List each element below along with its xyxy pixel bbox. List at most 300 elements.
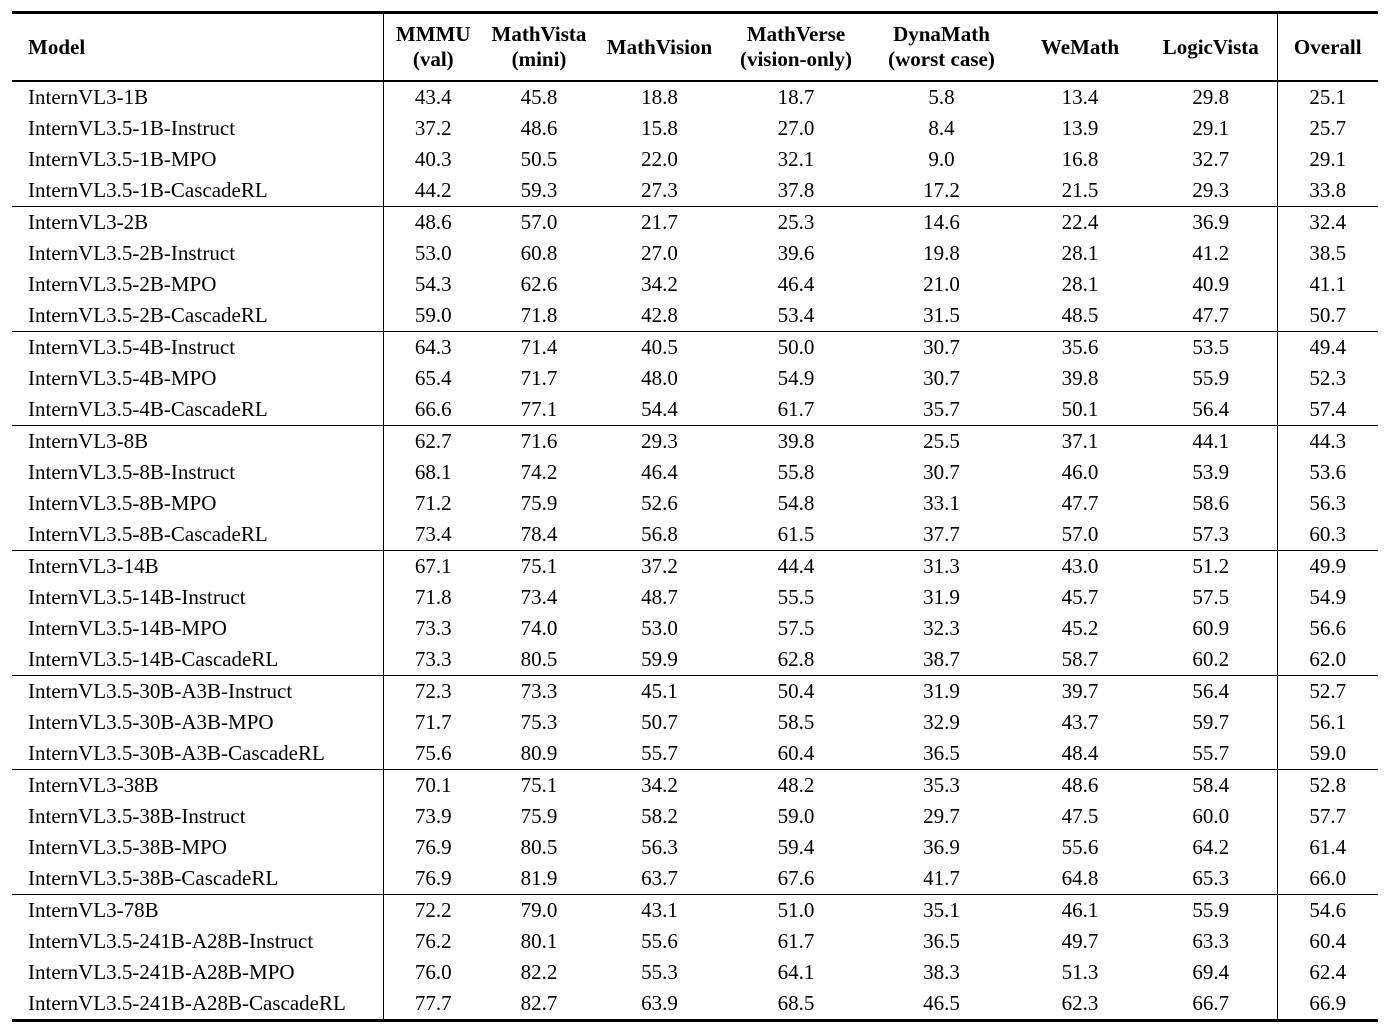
score-cell: 55.6: [1061, 835, 1099, 859]
score-cell: 59.7: [1192, 710, 1230, 734]
score-cell: 48.5: [1061, 303, 1099, 327]
score-cell: 34.2: [641, 272, 678, 296]
overall-score-cell: 54.6: [1277, 895, 1378, 927]
table-row: [12, 738, 1378, 770]
model-name-cell: InternVL3.5-1B-Instruct: [12, 113, 383, 144]
score-cell: 61.7: [777, 929, 815, 953]
table-row: [12, 238, 1378, 269]
score-cell: 50.0: [724, 332, 868, 364]
score-cell: 64.1: [777, 960, 815, 984]
score-cell: 31.9: [923, 585, 960, 609]
score-cell: 13.9: [1061, 116, 1099, 140]
score-cell: 55.5: [777, 585, 815, 609]
model-name-cell: InternVL3.5-241B-A28B-MPO: [12, 957, 383, 988]
model-name-cell: InternVL3.5-38B-Instruct: [12, 801, 383, 832]
column-sublabel: (val): [412, 47, 454, 71]
score-cell: 56.3: [641, 835, 678, 859]
model-name-cell: InternVL3.5-2B-MPO: [12, 269, 383, 300]
column-label: DynaMath: [893, 22, 990, 46]
model-name-cell: InternVL3.5-8B-CascadeRL: [12, 519, 383, 551]
score-cell: 58.4: [1145, 770, 1277, 802]
score-cell: 27.0: [641, 241, 678, 265]
score-cell: 41.7: [923, 866, 960, 890]
score-cell: 48.2: [724, 770, 868, 802]
table-row: [12, 175, 1378, 207]
score-cell: 29.1: [1192, 116, 1230, 140]
score-cell: 57.5: [777, 616, 815, 640]
column-label: MathVision: [606, 34, 713, 59]
model-name-cell: InternVL3.5-8B-MPO: [12, 488, 383, 519]
score-cell: 36.5: [923, 741, 960, 765]
score-cell: 77.1: [520, 397, 558, 421]
score-cell: 55.6: [641, 929, 678, 953]
score-cell: 60.2: [1192, 647, 1230, 671]
score-cell: 57.5: [1192, 585, 1230, 609]
overall-score-cell: 32.4: [1277, 207, 1378, 239]
score-cell: 59.0: [414, 303, 452, 327]
model-name-cell: InternVL3.5-1B-CascadeRL: [12, 175, 383, 207]
score-cell: 49.7: [1061, 929, 1099, 953]
score-cell: 36.9: [1145, 207, 1277, 239]
score-cell: 79.0: [483, 895, 595, 927]
score-cell: 76.9: [414, 835, 452, 859]
overall-score-cell: 57.7: [1277, 801, 1378, 832]
score-cell: 73.3: [414, 647, 452, 671]
model-name-cell: InternVL3.5-38B-MPO: [12, 832, 383, 863]
score-cell: 51.0: [724, 895, 868, 927]
model-name-cell: InternVL3.5-38B-CascadeRL: [12, 863, 383, 895]
score-cell: 35.6: [1015, 332, 1145, 364]
score-cell: 37.2: [595, 551, 724, 583]
score-cell: 57.0: [1061, 522, 1099, 546]
score-cell: 31.5: [923, 303, 960, 327]
score-cell: 72.2: [383, 895, 483, 927]
column-header-dynamath: [868, 13, 1015, 82]
table-row: [12, 863, 1378, 895]
score-cell: 66.7: [1192, 991, 1230, 1015]
model-name-cell: InternVL3.5-30B-A3B-CascadeRL: [12, 738, 383, 770]
overall-score-cell: 41.1: [1277, 269, 1378, 300]
score-cell: 35.7: [923, 397, 960, 421]
score-cell: 30.7: [923, 460, 960, 484]
model-name-cell: InternVL3.5-2B-CascadeRL: [12, 300, 383, 332]
column-label: LogicVista: [1162, 34, 1259, 59]
score-cell: 70.1: [383, 770, 483, 802]
overall-score-cell: 33.8: [1277, 175, 1378, 207]
score-cell: 62.7: [383, 426, 483, 458]
table-header: [12, 13, 1378, 82]
score-cell: 46.0: [1061, 460, 1099, 484]
table-body: [12, 81, 1378, 1021]
table-row: [12, 332, 1378, 364]
score-cell: 62.3: [1061, 991, 1099, 1015]
score-cell: 43.0: [1015, 551, 1145, 583]
table-row: [12, 801, 1378, 832]
score-cell: 64.2: [1192, 835, 1230, 859]
score-cell: 45.2: [1061, 616, 1099, 640]
score-cell: 37.8: [777, 178, 815, 202]
overall-score-cell: 57.4: [1277, 394, 1378, 426]
score-cell: 76.2: [414, 929, 452, 953]
score-cell: 68.5: [777, 991, 815, 1015]
score-cell: 29.3: [1192, 178, 1230, 202]
overall-score-cell: 52.3: [1277, 363, 1378, 394]
score-cell: 55.8: [777, 460, 815, 484]
overall-score-cell: 25.1: [1277, 81, 1378, 113]
column-label: WeMath: [1040, 34, 1120, 59]
score-cell: 40.5: [595, 332, 724, 364]
score-cell: 43.7: [1061, 710, 1099, 734]
score-cell: 54.8: [777, 491, 815, 515]
score-cell: 56.4: [1145, 676, 1277, 708]
score-cell: 58.6: [1192, 491, 1230, 515]
score-cell: 30.7: [923, 366, 960, 390]
model-name-cell: InternVL3-1B: [12, 81, 383, 113]
score-cell: 22.0: [641, 147, 678, 171]
score-cell: 71.8: [520, 303, 558, 327]
score-cell: 57.3: [1192, 522, 1230, 546]
model-name-cell: InternVL3.5-30B-A3B-MPO: [12, 707, 383, 738]
score-cell: 58.7: [1061, 647, 1099, 671]
table-row: [12, 551, 1378, 583]
score-cell: 67.6: [777, 866, 815, 890]
score-cell: 67.1: [383, 551, 483, 583]
score-cell: 71.4: [483, 332, 595, 364]
score-cell: 54.9: [777, 366, 815, 390]
score-cell: 18.8: [641, 85, 678, 109]
score-cell: 71.7: [520, 366, 558, 390]
column-header-logicvista: [1145, 13, 1277, 82]
score-cell: 53.4: [777, 303, 815, 327]
overall-score-cell: 52.7: [1277, 676, 1378, 708]
score-cell: 28.1: [1061, 241, 1099, 265]
overall-score-cell: 49.4: [1277, 332, 1378, 364]
score-cell: 65.3: [1192, 866, 1230, 890]
score-cell: 55.7: [641, 741, 678, 765]
table-row: [12, 707, 1378, 738]
score-cell: 62.6: [520, 272, 558, 296]
score-cell: 32.1: [777, 147, 815, 171]
score-cell: 54.4: [641, 397, 678, 421]
score-cell: 50.4: [724, 676, 868, 708]
score-cell: 60.9: [1192, 616, 1230, 640]
overall-score-cell: 50.7: [1277, 300, 1378, 332]
table-row: [12, 394, 1378, 426]
table-row: [12, 832, 1378, 863]
score-cell: 37.1: [1015, 426, 1145, 458]
overall-score-cell: 60.4: [1277, 926, 1378, 957]
score-cell: 45.8: [520, 85, 558, 109]
column-header-wemath: [1015, 13, 1145, 82]
score-cell: 60.4: [777, 741, 815, 765]
score-cell: 80.5: [520, 835, 558, 859]
score-cell: 39.7: [1015, 676, 1145, 708]
score-cell: 57.0: [483, 207, 595, 239]
score-cell: 58.2: [641, 804, 678, 828]
model-name-cell: InternVL3.5-14B-Instruct: [12, 582, 383, 613]
overall-score-cell: 56.6: [1277, 613, 1378, 644]
column-sublabel: (worst case): [888, 47, 995, 71]
score-cell: 74.2: [520, 460, 558, 484]
score-cell: 39.8: [1061, 366, 1099, 390]
column-label: MathVista: [491, 22, 587, 46]
score-cell: 82.7: [520, 991, 558, 1015]
score-cell: 31.9: [868, 676, 1015, 708]
score-cell: 55.9: [1192, 366, 1230, 390]
score-cell: 51.2: [1145, 551, 1277, 583]
score-cell: 31.3: [868, 551, 1015, 583]
table-row: [12, 676, 1378, 708]
score-cell: 40.3: [414, 147, 452, 171]
model-name-cell: InternVL3-78B: [12, 895, 383, 927]
score-cell: 74.0: [520, 616, 558, 640]
score-cell: 56.8: [641, 522, 678, 546]
score-cell: 35.1: [868, 895, 1015, 927]
score-cell: 48.0: [641, 366, 678, 390]
score-cell: 48.6: [383, 207, 483, 239]
column-header-mmmu: [383, 13, 483, 82]
score-cell: 55.7: [1192, 741, 1230, 765]
table-row: [12, 426, 1378, 458]
table-row: [12, 207, 1378, 239]
column-header-mathvista: [483, 13, 595, 82]
column-label: MathVerse: [746, 22, 846, 46]
score-cell: 53.0: [641, 616, 678, 640]
score-cell: 53.0: [414, 241, 452, 265]
score-cell: 46.5: [923, 991, 960, 1015]
score-cell: 39.8: [724, 426, 868, 458]
table-row: [12, 770, 1378, 802]
model-name-cell: InternVL3.5-4B-CascadeRL: [12, 394, 383, 426]
score-cell: 66.6: [414, 397, 452, 421]
score-cell: 46.4: [777, 272, 815, 296]
overall-score-cell: 54.9: [1277, 582, 1378, 613]
model-name-cell: InternVL3.5-14B-CascadeRL: [12, 644, 383, 676]
score-cell: 75.6: [414, 741, 452, 765]
model-name-cell: InternVL3.5-30B-A3B-Instruct: [12, 676, 383, 708]
score-cell: 29.7: [923, 804, 960, 828]
model-name-cell: InternVL3.5-241B-A28B-CascadeRL: [12, 988, 383, 1021]
score-cell: 75.1: [483, 551, 595, 583]
table-row: [12, 582, 1378, 613]
score-cell: 81.9: [520, 866, 558, 890]
score-cell: 48.7: [641, 585, 678, 609]
score-cell: 32.3: [923, 616, 960, 640]
score-cell: 73.3: [483, 676, 595, 708]
score-cell: 27.0: [777, 116, 815, 140]
overall-score-cell: 38.5: [1277, 238, 1378, 269]
table-row: [12, 519, 1378, 551]
model-name-cell: InternVL3.5-1B-MPO: [12, 144, 383, 175]
score-cell: 54.3: [414, 272, 452, 296]
score-cell: 17.2: [923, 178, 960, 202]
score-cell: 50.5: [520, 147, 558, 171]
score-cell: 32.9: [923, 710, 960, 734]
table-row: [12, 269, 1378, 300]
score-cell: 9.0: [928, 147, 955, 171]
score-cell: 75.3: [520, 710, 558, 734]
score-cell: 35.3: [868, 770, 1015, 802]
score-cell: 80.1: [520, 929, 558, 953]
table-row: [12, 113, 1378, 144]
overall-score-cell: 52.8: [1277, 770, 1378, 802]
score-cell: 21.0: [923, 272, 960, 296]
score-cell: 69.4: [1192, 960, 1230, 984]
score-cell: 44.1: [1145, 426, 1277, 458]
score-cell: 32.7: [1192, 147, 1230, 171]
score-cell: 22.4: [1015, 207, 1145, 239]
score-cell: 61.5: [777, 522, 815, 546]
model-name-cell: InternVL3-8B: [12, 426, 383, 458]
model-name-cell: InternVL3-14B: [12, 551, 383, 583]
score-cell: 59.0: [777, 804, 815, 828]
score-cell: 53.9: [1192, 460, 1230, 484]
score-cell: 50.7: [641, 710, 678, 734]
overall-score-cell: 25.7: [1277, 113, 1378, 144]
table-row: [12, 300, 1378, 332]
score-cell: 38.3: [923, 960, 960, 984]
header-row: [12, 13, 1378, 82]
score-cell: 71.8: [414, 585, 452, 609]
score-cell: 19.8: [923, 241, 960, 265]
score-cell: 63.3: [1192, 929, 1230, 953]
score-cell: 65.4: [414, 366, 452, 390]
overall-score-cell: 62.4: [1277, 957, 1378, 988]
score-cell: 80.9: [520, 741, 558, 765]
score-cell: 59.3: [520, 178, 558, 202]
score-cell: 25.3: [724, 207, 868, 239]
column-sublabel: (vision-only): [739, 47, 852, 71]
score-cell: 5.8: [928, 85, 955, 109]
overall-score-cell: 56.3: [1277, 488, 1378, 519]
score-cell: 55.3: [641, 960, 678, 984]
table-row: [12, 613, 1378, 644]
score-cell: 77.7: [414, 991, 452, 1015]
score-cell: 14.6: [868, 207, 1015, 239]
overall-score-cell: 53.6: [1277, 457, 1378, 488]
score-cell: 56.4: [1192, 397, 1230, 421]
score-cell: 21.5: [1061, 178, 1099, 202]
table-row: [12, 81, 1378, 113]
score-cell: 75.9: [520, 491, 558, 515]
model-name-cell: InternVL3.5-8B-Instruct: [12, 457, 383, 488]
score-cell: 43.4: [414, 85, 452, 109]
score-cell: 18.7: [777, 85, 815, 109]
score-cell: 47.7: [1192, 303, 1230, 327]
column-sublabel: (mini): [511, 47, 567, 71]
score-cell: 36.5: [923, 929, 960, 953]
model-name-cell: InternVL3-2B: [12, 207, 383, 239]
column-header-overall: [1277, 13, 1378, 82]
table-row: [12, 144, 1378, 175]
overall-score-cell: 61.4: [1277, 832, 1378, 863]
column-header-model: [12, 13, 383, 82]
overall-score-cell: 44.3: [1277, 426, 1378, 458]
score-cell: 75.1: [483, 770, 595, 802]
model-name-cell: InternVL3.5-2B-Instruct: [12, 238, 383, 269]
table-row: [12, 488, 1378, 519]
column-label: Model: [28, 34, 86, 59]
table-row: [12, 926, 1378, 957]
score-cell: 62.8: [777, 647, 815, 671]
score-cell: 42.8: [641, 303, 678, 327]
score-cell: 71.7: [414, 710, 452, 734]
score-cell: 63.7: [641, 866, 678, 890]
score-cell: 30.7: [868, 332, 1015, 364]
score-cell: 33.1: [923, 491, 960, 515]
score-cell: 15.8: [641, 116, 678, 140]
score-cell: 60.8: [520, 241, 558, 265]
score-cell: 73.9: [414, 804, 452, 828]
score-cell: 28.1: [1061, 272, 1099, 296]
score-cell: 73.4: [414, 522, 452, 546]
score-cell: 46.4: [641, 460, 678, 484]
score-cell: 76.9: [414, 866, 452, 890]
score-cell: 40.9: [1192, 272, 1230, 296]
overall-score-cell: 29.1: [1277, 144, 1378, 175]
score-cell: 47.7: [1061, 491, 1099, 515]
score-cell: 76.0: [414, 960, 452, 984]
score-cell: 38.7: [923, 647, 960, 671]
score-cell: 73.4: [520, 585, 558, 609]
table-row: [12, 644, 1378, 676]
score-cell: 68.1: [414, 460, 452, 484]
score-cell: 45.1: [595, 676, 724, 708]
score-cell: 64.8: [1061, 866, 1099, 890]
score-cell: 48.4: [1061, 741, 1099, 765]
score-cell: 29.8: [1192, 85, 1230, 109]
score-cell: 47.5: [1061, 804, 1099, 828]
score-cell: 53.5: [1145, 332, 1277, 364]
column-label: Overall: [1293, 34, 1362, 59]
score-cell: 63.9: [641, 991, 678, 1015]
model-name-cell: InternVL3.5-14B-MPO: [12, 613, 383, 644]
score-cell: 16.8: [1061, 147, 1099, 171]
overall-score-cell: 49.9: [1277, 551, 1378, 583]
overall-score-cell: 66.9: [1277, 988, 1378, 1021]
table-row: [12, 363, 1378, 394]
score-cell: 36.9: [923, 835, 960, 859]
column-header-mathvision: [595, 13, 724, 82]
score-cell: 72.3: [383, 676, 483, 708]
table-row: [12, 988, 1378, 1021]
column-label: MMMU: [395, 22, 471, 46]
model-name-cell: InternVL3.5-4B-MPO: [12, 363, 383, 394]
column-header-mathverse: [724, 13, 868, 82]
score-cell: 8.4: [928, 116, 955, 140]
score-cell: 48.6: [1015, 770, 1145, 802]
score-cell: 34.2: [595, 770, 724, 802]
score-cell: 37.7: [923, 522, 960, 546]
model-name-cell: InternVL3.5-241B-A28B-Instruct: [12, 926, 383, 957]
score-cell: 46.1: [1015, 895, 1145, 927]
score-cell: 75.9: [520, 804, 558, 828]
score-cell: 44.4: [724, 551, 868, 583]
score-cell: 25.5: [868, 426, 1015, 458]
score-cell: 29.3: [595, 426, 724, 458]
score-cell: 78.4: [520, 522, 558, 546]
score-cell: 51.3: [1061, 960, 1099, 984]
score-cell: 59.9: [641, 647, 678, 671]
score-cell: 58.5: [777, 710, 815, 734]
score-cell: 21.7: [595, 207, 724, 239]
score-cell: 48.6: [520, 116, 558, 140]
score-cell: 61.7: [777, 397, 815, 421]
overall-score-cell: 62.0: [1277, 644, 1378, 676]
overall-score-cell: 59.0: [1277, 738, 1378, 770]
benchmark-table: [12, 11, 1378, 1022]
score-cell: 13.4: [1061, 85, 1099, 109]
